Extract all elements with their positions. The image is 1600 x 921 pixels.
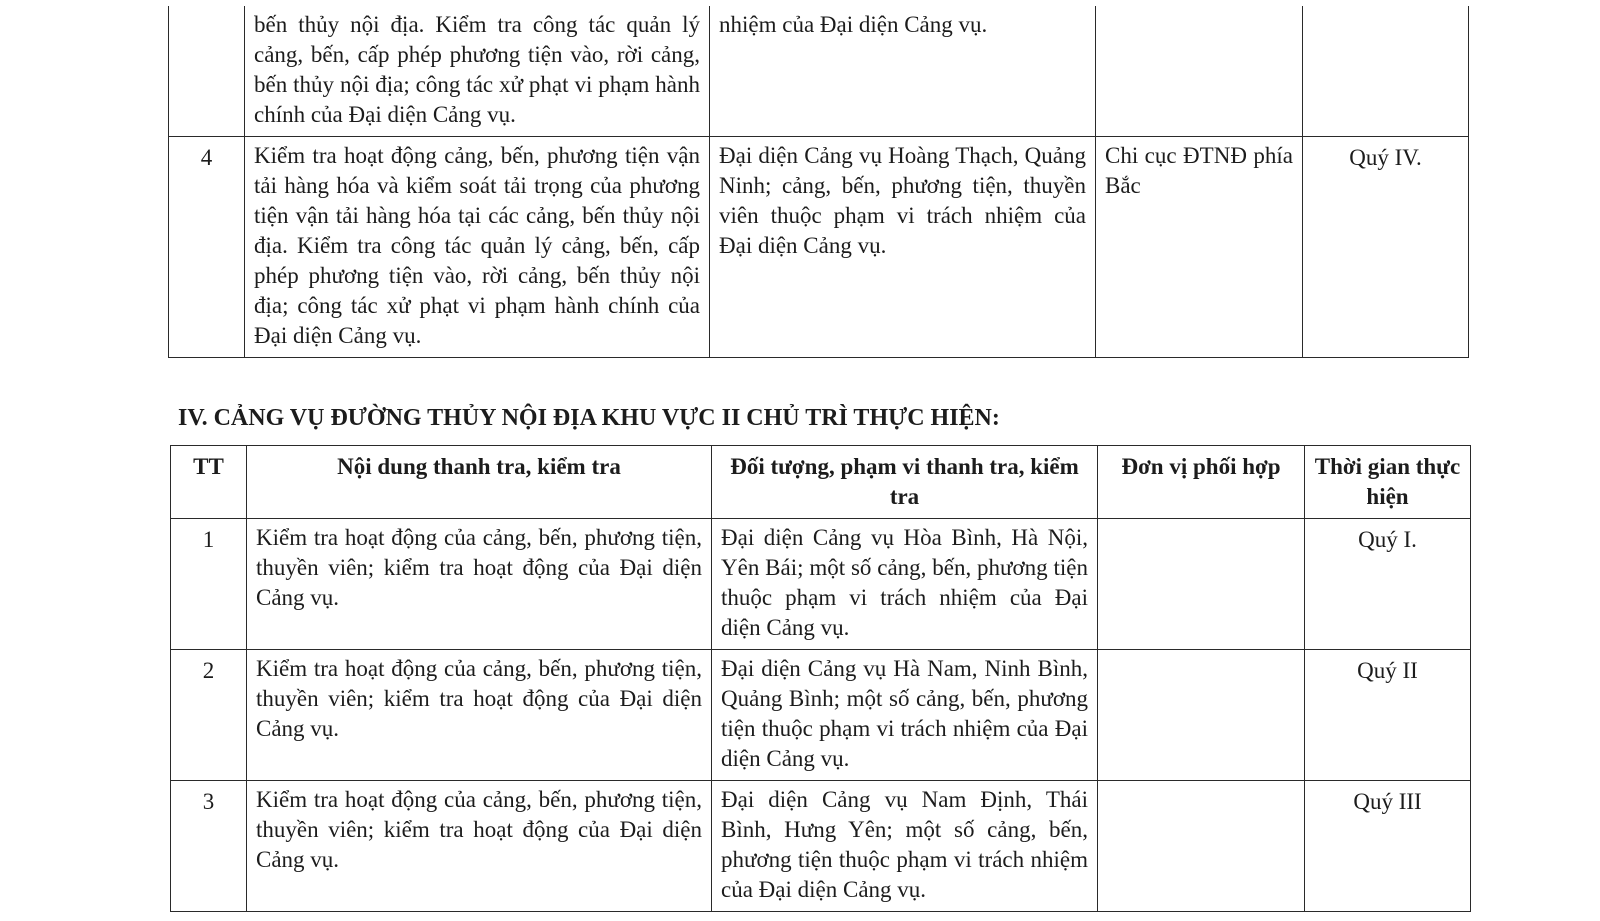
inspection-content-cell: Kiểm tra hoạt động của cảng, bến, phương tiện, thuyền viên; kiểm tra hoạt động của Đại diện Cảng vụ. (247, 650, 712, 781)
coordinator-cell (1098, 781, 1305, 912)
scope-cell: Đại diện Cảng vụ Hà Nam, Ninh Bình, Quảng Bình; một số cảng, bến, phương tiện thuộc phạm vi trách nhiệm của Đại diện Cảng vụ. (712, 650, 1098, 781)
time-cell: Quý IV. (1303, 137, 1469, 358)
header-coordinator: Đơn vị phối hợp (1098, 446, 1305, 519)
scope-cell: nhiệm của Đại diện Cảng vụ. (710, 6, 1096, 137)
coordinator-cell (1098, 519, 1305, 650)
table-row (171, 650, 1471, 781)
table-row (171, 519, 1471, 650)
header-content: Nội dung thanh tra, kiểm tra (247, 446, 712, 519)
row-number: 2 (171, 650, 247, 781)
scope-cell: Đại diện Cảng vụ Nam Định, Thái Bình, Hưng Yên; một số cảng, bến, phương tiện thuộc phạm vi trách nhiệm của Đại diện Cảng vụ. (712, 781, 1098, 912)
time-cell: Quý III (1305, 781, 1471, 912)
table-header-row (171, 446, 1471, 519)
header-scope: Đối tượng, phạm vi thanh tra, kiểm tra (712, 446, 1098, 519)
time-cell (1303, 6, 1469, 137)
row-number: 3 (171, 781, 247, 912)
section-heading: IV. CẢNG VỤ ĐƯỜNG THỦY NỘI ĐỊA KHU VỰC II CHỦ TRÌ THỰC HIỆN: (178, 405, 1000, 431)
inspection-content-cell: Kiểm tra hoạt động của cảng, bến, phương tiện, thuyền viên; kiểm tra hoạt động của Đại diện Cảng vụ. (247, 781, 712, 912)
scope-cell: Đại diện Cảng vụ Hoàng Thạch, Quảng Ninh; cảng, bến, phương tiện, thuyền viên thuộc phạm vi trách nhiệm của Đại diện Cảng vụ. (710, 137, 1096, 358)
table-row (169, 137, 1469, 358)
inspection-content-cell: Kiểm tra hoạt động cảng, bến, phương tiện vận tải hàng hóa và kiểm soát tải trọng của phương tiện vận tải hàng hóa tại các cảng, bến thủy nội địa. Kiểm tra công tác quản lý cảng, bến, cấp phép phương tiện vào, rời cảng, bến thủy nội địa; công tác xử phạt vi phạm hành chính của Đại diện Cảng vụ. (245, 137, 710, 358)
coordinator-cell: Chi cục ĐTNĐ phía Bắc (1096, 137, 1303, 358)
coordinator-cell (1096, 6, 1303, 137)
time-cell: Quý I. (1305, 519, 1471, 650)
row-number (169, 6, 245, 137)
inspection-content-cell: bến thủy nội địa. Kiểm tra công tác quản lý cảng, bến, cấp phép phương tiện vào, rời cảng, bến thủy nội địa; công tác xử phạt vi phạm hành chính của Đại diện Cảng vụ. (245, 6, 710, 137)
section3-table (168, 6, 1469, 358)
time-cell: Quý II (1305, 650, 1471, 781)
scope-cell: Đại diện Cảng vụ Hòa Bình, Hà Nội, Yên Bái; một số cảng, bến, phương tiện thuộc phạm vi trách nhiệm của Đại diện Cảng vụ. (712, 519, 1098, 650)
table-row (169, 6, 1469, 137)
inspection-content-cell: Kiểm tra hoạt động của cảng, bến, phương tiện, thuyền viên; kiểm tra hoạt động của Đại diện Cảng vụ. (247, 519, 712, 650)
header-tt: TT (171, 446, 247, 519)
row-number: 1 (171, 519, 247, 650)
table-row (171, 781, 1471, 912)
header-time: Thời gian thực hiện (1305, 446, 1471, 519)
coordinator-cell (1098, 650, 1305, 781)
section4-table (170, 445, 1471, 912)
row-number: 4 (169, 137, 245, 358)
